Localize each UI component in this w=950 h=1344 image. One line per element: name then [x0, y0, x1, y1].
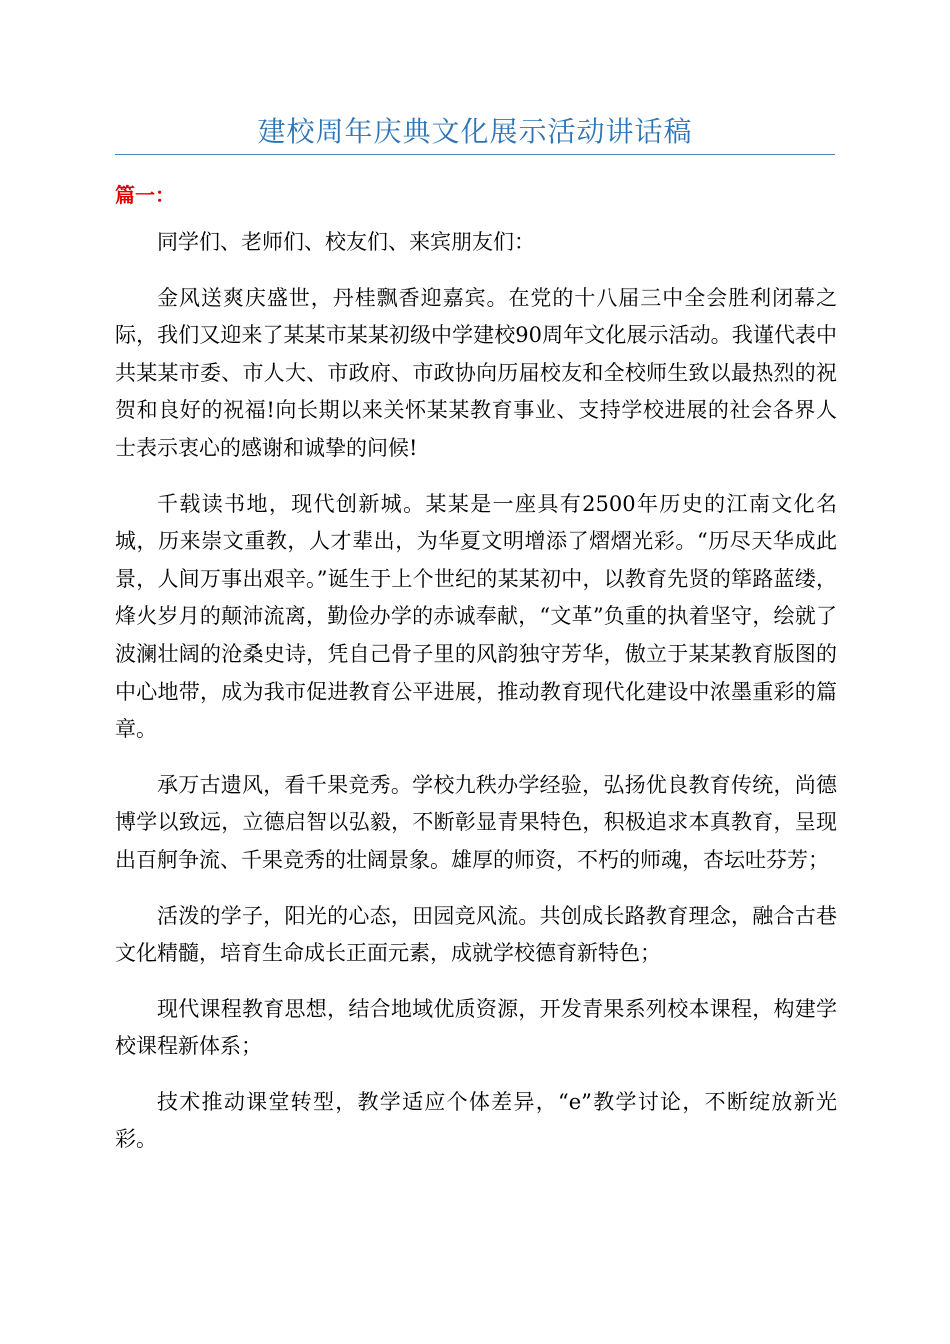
document-title: 建校周年庆典文化展示活动讲话稿: [257, 115, 693, 148]
body-paragraph: 现代课程教育思想，结合地域优质资源，开发青果系列校本课程，构建学校课程新体系；: [115, 996, 837, 1059]
section-heading: 篇一：: [115, 183, 175, 207]
document-body: [115, 224, 837, 1177]
body-paragraph: 活泼的学子，阳光的心态，田园竞风流。共创成长路教育理念，融合古巷文化精髓，培育生命成长正面元素，成就学校德育新特色；: [115, 903, 837, 966]
body-paragraph: 金风送爽庆盛世，丹桂飘香迎嘉宾。在党的十八届三中全会胜利闭幕之际，我们又迎来了某某市某某初级中学建校90周年文化展示活动。我谨代表中共某某市委、市人大、市政府、市政协向历届校友和全校师生致以最热烈的祝贺和良好的祝福!向长期以来关怀某某教育事业、支持学校进展的社会各界人士表示衷心的感谢和诚挚的问候!: [115, 285, 837, 460]
body-paragraph: 千载读书地，现代创新城。某某是一座具有2500年历史的江南文化名城，历来崇文重教，人才辈出，为华夏文明增添了熠熠光彩。“历尽天华成此景，人间万事出艰辛。”诞生于上个世纪的某某初中，以教育先贤的筚路蓝缕，烽火岁月的颠沛流离，勤俭办学的赤诚奉献，“文革”负重的执着坚守，绘就了波澜壮阔的沧桑史诗，凭自己骨子里的风韵独守芳华，傲立于某某教育版图的中心地带，成为我市促进教育公平进展，推动教育现代化建设中浓墨重彩的篇章。: [115, 491, 837, 742]
body-paragraph: 技术推动课堂转型，教学适应个体差异，“e”教学讨论，不断绽放新光彩。: [115, 1089, 837, 1152]
body-paragraph: 承万古遗风，看千果竞秀。学校九秩办学经验，弘扬优良教育传统，尚德博学以致远，立德启智以弘毅，不断彰显青果特色，积极追求本真教育，呈现出百舸争流、千果竞秀的壮阔景象。雄厚的师资，不朽的师魂，杏坛吐芬芳；: [115, 772, 837, 872]
salutation-paragraph: 同学们、老师们、校友们、来宾朋友们：: [157, 230, 535, 254]
title-underline: [115, 154, 835, 155]
